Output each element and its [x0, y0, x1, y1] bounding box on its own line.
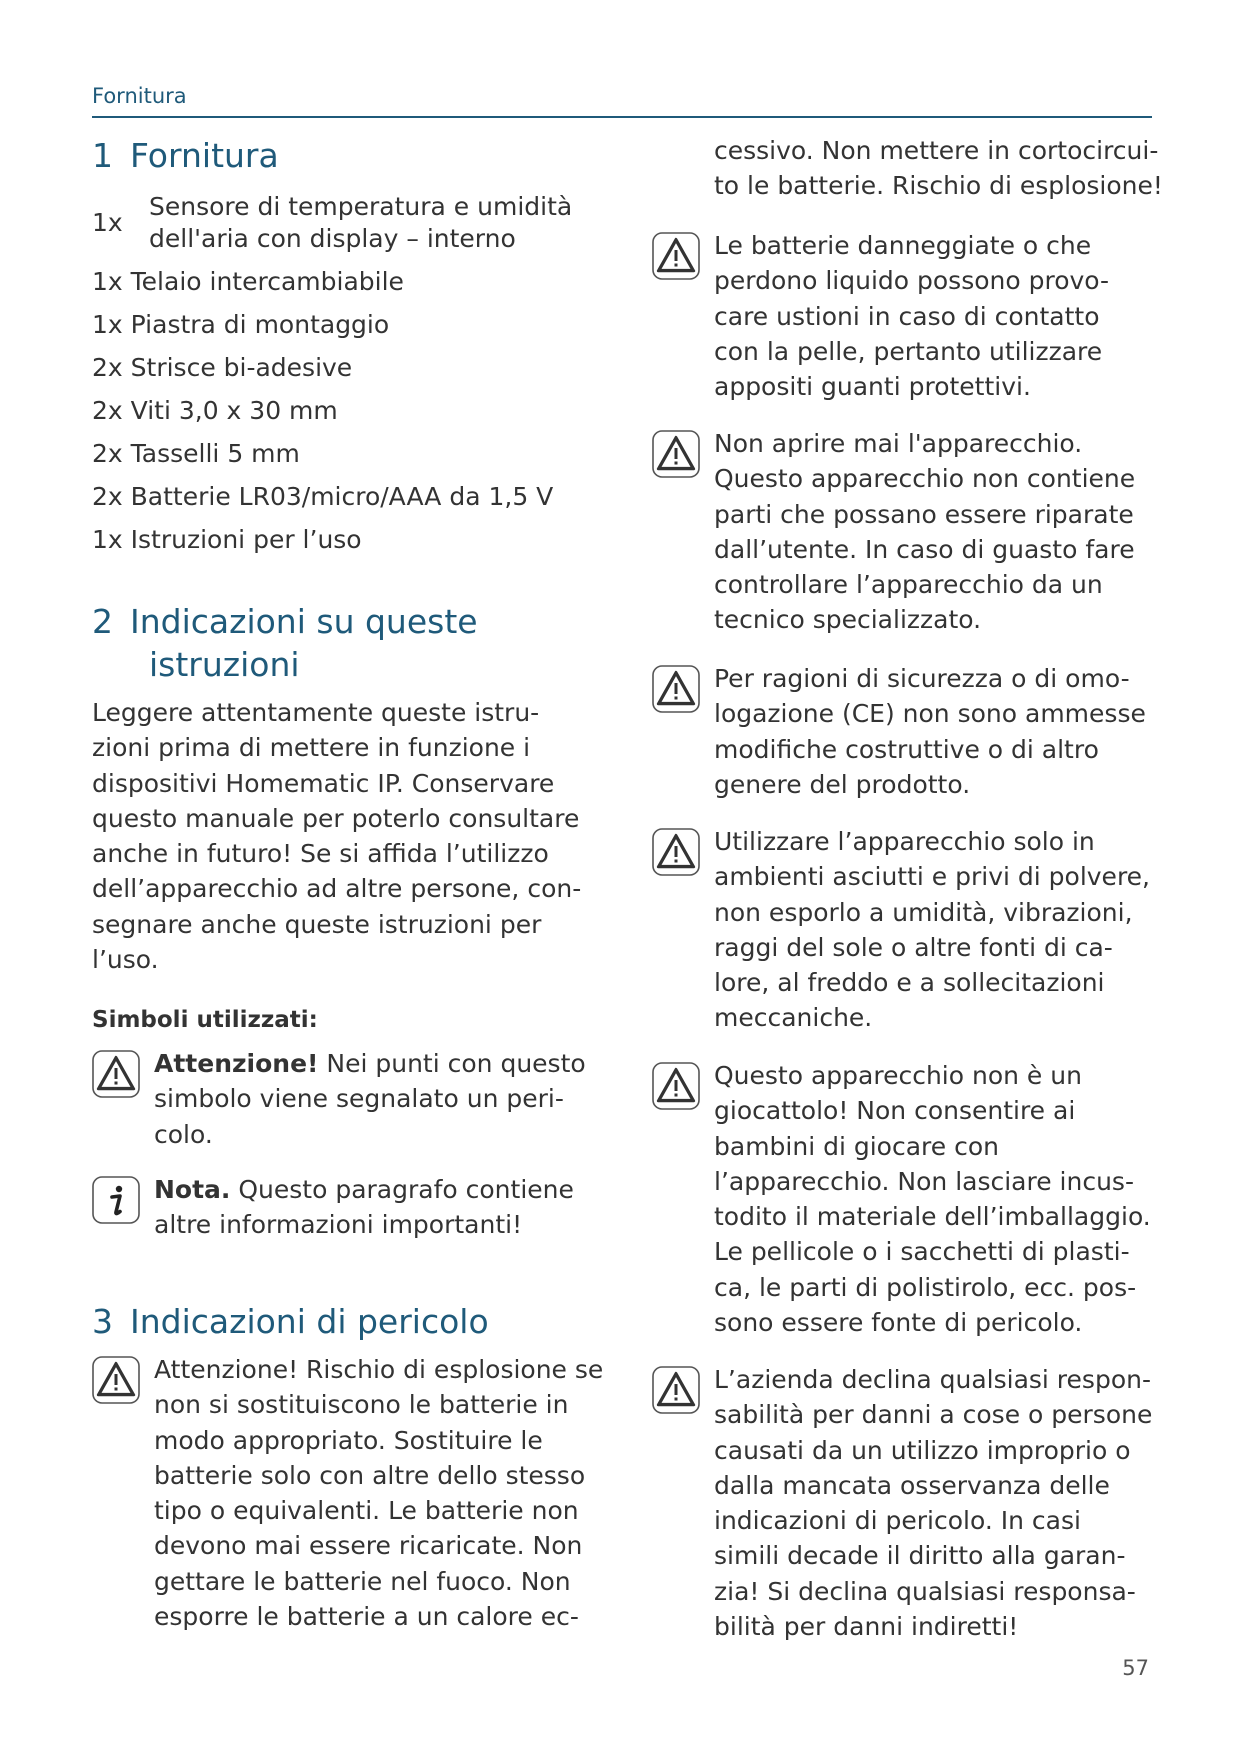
body-line: l’uso.: [92, 945, 159, 975]
warning-line: Questo apparecchio non è un: [714, 1061, 1082, 1090]
warning-line: modo appropriato. Sostituire le: [154, 1425, 543, 1455]
body-line: segnare anche queste istruzioni per: [92, 909, 542, 939]
supply-item: 1x Piastra di montaggio: [92, 310, 390, 339]
warning-line: Per ragioni di sicurezza o di omo-: [714, 664, 1130, 693]
warning-line: l’apparecchio. Non lasciare incus-: [714, 1166, 1134, 1196]
section-2-body: [92, 695, 581, 977]
warning-icon: [652, 828, 700, 876]
warning-line: cessivo. Non mettere in cortocircui-: [714, 136, 1159, 165]
warning-symbol-note: [92, 1046, 612, 1156]
warning-line: logazione (CE) non sono ammesse: [714, 699, 1146, 729]
section-3-heading: [92, 1300, 489, 1343]
supply-item: 1x Istruzioni per l’uso: [92, 525, 362, 554]
danger-warning: [652, 661, 1172, 806]
warning-line: lore, al freddo e a sollecitazioni: [714, 968, 1105, 998]
warning-line: sabilità per danni a cose o persone: [714, 1400, 1153, 1430]
warning-line: gettare le batterie nel fuoco. Non: [154, 1566, 571, 1596]
warning-line: raggi del sole o altre fonti di ca-: [714, 932, 1113, 962]
warning-line: bambini di giocare con: [714, 1131, 999, 1161]
warning-icon: [652, 1366, 700, 1414]
danger-warning-text: [714, 661, 1174, 802]
page-number: 57: [1122, 1656, 1149, 1680]
body-line: anche in futuro! Se si affida l’utilizzo: [92, 839, 549, 869]
warning-icon: [652, 430, 700, 478]
section-2-title-line1: Indicazioni su queste: [130, 602, 478, 641]
warning-icon: [92, 1050, 140, 1098]
warning-line: tipo o equivalenti. Le batterie non: [154, 1496, 579, 1526]
supply-item: 2x Strisce bi-adesive: [92, 353, 353, 382]
warning-line: L’azienda declina qualsiasi respon-: [714, 1365, 1151, 1394]
warning-line: parti che possano essere riparate: [714, 499, 1134, 529]
supply-item-qty: 1x: [92, 208, 123, 237]
warning-icon: [652, 1062, 700, 1110]
warning-line: modifiche costruttive o di altro: [714, 734, 1099, 764]
warning-line: Le pellicole o i sacchetti di plasti-: [714, 1237, 1130, 1267]
body-line: questo manuale per poterlo consultare: [92, 803, 580, 833]
warning-line: non esporlo a umidità, vibrazioni,: [714, 897, 1133, 927]
warning-continuation: [714, 133, 1163, 204]
warning-line: Non aprire mai l'apparecchio.: [714, 429, 1083, 458]
section-1-title: Fornitura: [130, 136, 279, 175]
warning-line: todito il materiale dell’imballaggio.: [714, 1202, 1151, 1232]
section-2-heading: [92, 600, 478, 686]
info-label: Nota.: [154, 1175, 231, 1204]
warning-icon: [652, 232, 700, 280]
danger-warning: [652, 1058, 1172, 1348]
warning-label: Attenzione!: [154, 1049, 319, 1078]
body-line: dispositivi Homematic IP. Conservare: [92, 768, 555, 798]
warning-line: simili decade il diritto alla garan-: [714, 1541, 1126, 1571]
supply-item-line1: Sensore di temperatura e umidità: [149, 192, 573, 221]
warning-line: meccaniche.: [714, 1003, 873, 1033]
supply-item: 2x Batterie LR03/micro/AAA da 1,5 V: [92, 482, 554, 511]
warning-line: esporre le batterie a un calore ec-: [154, 1602, 579, 1632]
note-line: Nei punti con questo: [318, 1049, 586, 1078]
warning-icon: [92, 1356, 140, 1404]
warning-line: controllare l’apparecchio da un: [714, 570, 1103, 600]
supply-item: 2x Viti 3,0 x 30 mm: [92, 396, 338, 425]
warning-line: con la pelle, pertanto utilizzare: [714, 336, 1103, 366]
warning-line: to le batterie. Rischio di esplosione!: [714, 171, 1163, 201]
section-1-heading: [92, 134, 279, 177]
warning-line: Attenzione! Rischio di esplosione se: [154, 1355, 604, 1384]
info-symbol-note: [92, 1172, 612, 1252]
warning-line: zia! Si declina qualsiasi responsa-: [714, 1576, 1136, 1606]
info-icon: [92, 1176, 140, 1224]
supply-item: 2x Tasselli 5 mm: [92, 439, 300, 468]
warning-line: ca, le parti di polistirolo, ecc. pos-: [714, 1272, 1137, 1302]
danger-warning: [652, 824, 1172, 1039]
warning-line: causati da un utilizzo improprio o: [714, 1435, 1131, 1465]
warning-line: Utilizzare l’apparecchio solo in: [714, 827, 1095, 856]
body-line: Leggere attentamente queste istru-: [92, 698, 540, 727]
section-3-title: Indicazioni di pericolo: [130, 1302, 489, 1341]
info-symbol-text: [154, 1172, 614, 1243]
warning-line: batterie solo con altre dello stesso: [154, 1460, 586, 1490]
note-line: Questo paragrafo contiene: [230, 1175, 574, 1204]
note-line: colo.: [154, 1119, 213, 1149]
warning-line: sono essere fonte di pericolo.: [714, 1308, 1083, 1338]
danger-warning-text: [714, 228, 1174, 404]
supply-item-line2: dell'aria con display – interno: [149, 224, 516, 253]
danger-warning-text: [714, 426, 1174, 638]
warning-line: bilità per danni indiretti!: [714, 1612, 1019, 1642]
section-3-number: 3: [92, 1302, 113, 1341]
supply-item: 1x Telaio intercambiabile: [92, 267, 404, 296]
warning-line: dall’utente. In caso di guasto fare: [714, 534, 1135, 564]
warning-line: perdono liquido possono provo-: [714, 266, 1110, 296]
note-line: altre informazioni importanti!: [154, 1210, 523, 1240]
section-2-number: 2: [92, 602, 113, 641]
danger-warning: [652, 1362, 1172, 1652]
warning-line: giocattolo! Non consentire ai: [714, 1096, 1076, 1126]
warning-line: care ustioni in caso di contatto: [714, 301, 1100, 331]
warning-line: indicazioni di pericolo. In casi: [714, 1506, 1081, 1536]
warning-line: genere del prodotto.: [714, 769, 971, 799]
danger-warning: [652, 228, 1172, 408]
danger-warning-text: [714, 1058, 1174, 1340]
warning-line: dalla mancata osservanza delle: [714, 1470, 1110, 1500]
danger-warning-text: [154, 1352, 614, 1634]
body-line: zioni prima di mettere in funzione i: [92, 733, 531, 763]
symbols-heading: Simboli utilizzati:: [92, 1007, 318, 1033]
danger-warning: [92, 1352, 612, 1642]
warning-line: tecnico specializzato.: [714, 605, 982, 635]
running-header: Fornitura: [92, 84, 187, 108]
danger-warning-text: [714, 824, 1174, 1036]
warning-line: appositi guanti protettivi.: [714, 372, 1031, 402]
header-rule: [92, 116, 1152, 118]
warning-line: Le batterie danneggiate o che: [714, 231, 1092, 260]
warning-symbol-text: [154, 1046, 614, 1152]
danger-warning-text: [714, 1362, 1174, 1644]
warning-line: Questo apparecchio non contiene: [714, 464, 1136, 494]
warning-line: ambienti asciutti e privi di polvere,: [714, 862, 1150, 892]
warning-icon: [652, 665, 700, 713]
section-1-number: 1: [92, 136, 113, 175]
body-line: dell’apparecchio ad altre persone, con-: [92, 874, 582, 904]
danger-warning: [652, 426, 1172, 641]
warning-line: non si sostituiscono le batterie in: [154, 1390, 569, 1420]
note-line: simbolo viene segnalato un peri-: [154, 1084, 564, 1114]
section-2-title-line2: istruzioni: [149, 645, 300, 684]
warning-line: devono mai essere ricaricate. Non: [154, 1531, 583, 1561]
